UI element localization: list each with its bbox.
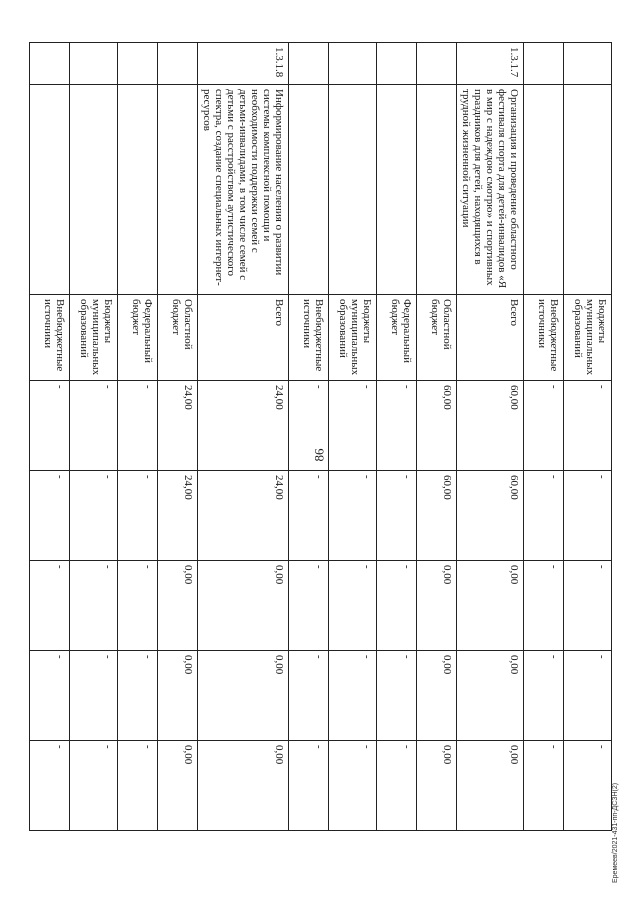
item-name-cell (329, 85, 377, 295)
value-cell: - (377, 741, 417, 831)
value-cell: 0,00 (198, 561, 289, 651)
value-cell: 0,00 (417, 741, 457, 831)
value-cell: 60,00 (417, 471, 457, 561)
value-cell: - (118, 561, 158, 651)
table-row (158, 43, 198, 831)
value-cell: 0,00 (158, 561, 198, 651)
item-number-cell (377, 43, 417, 85)
value-cell: - (377, 651, 417, 741)
item-name-cell (70, 85, 118, 295)
value-cell: - (377, 471, 417, 561)
item-number-cell: 1.3.1.8 (198, 43, 289, 85)
value-cell: - (564, 741, 612, 831)
value-cell: - (524, 381, 564, 471)
funding-source-cell: Внебюджетные источники (524, 295, 564, 381)
item-name-cell: Организация и проведение областного фестиваля спорта для детей-инвалидов «Я в мир с надеждою смотрю» и спортивных праздников для детей, находящихся в трудной жизненной ситуации (457, 85, 524, 295)
page-number: 86 (311, 448, 327, 462)
value-cell: - (30, 381, 70, 471)
item-name-cell: Информирование населения о развитии системы комплексной помощи и необходимости поддержки семей с детьми-инвалидами, в том числе семей с детьми с расстройством аутистического спектра, создание специальных интернет-ресурсов (198, 85, 289, 295)
value-cell: - (289, 381, 329, 471)
value-cell: - (70, 651, 118, 741)
item-name-cell (524, 85, 564, 295)
value-cell: - (70, 381, 118, 471)
value-cell: 0,00 (417, 561, 457, 651)
value-cell: 0,00 (158, 651, 198, 741)
item-number-cell (417, 43, 457, 85)
funding-table (29, 42, 612, 831)
value-cell: - (329, 561, 377, 651)
funding-source-cell: Областной бюджет (417, 295, 457, 381)
value-cell: - (70, 741, 118, 831)
value-cell: 0,00 (417, 651, 457, 741)
table-row (198, 43, 289, 831)
value-cell: 60,00 (457, 381, 524, 471)
value-cell: 0,00 (158, 741, 198, 831)
value-cell: - (118, 741, 158, 831)
value-cell: - (564, 471, 612, 561)
value-cell: 0,00 (198, 741, 289, 831)
item-number-cell (70, 43, 118, 85)
funding-source-cell: Бюджеты муниципальных образований (329, 295, 377, 381)
item-name-cell (417, 85, 457, 295)
value-cell: 0,00 (457, 561, 524, 651)
funding-source-cell: Всего (457, 295, 524, 381)
value-cell: - (30, 471, 70, 561)
value-cell: - (289, 471, 329, 561)
value-cell: - (377, 561, 417, 651)
value-cell: - (564, 561, 612, 651)
funding-source-cell: Всего (198, 295, 289, 381)
value-cell: - (524, 561, 564, 651)
item-name-cell (118, 85, 158, 295)
table-row (30, 43, 70, 831)
value-cell: 60,00 (457, 471, 524, 561)
value-cell: 60,00 (417, 381, 457, 471)
value-cell: - (564, 381, 612, 471)
value-cell: 24,00 (198, 471, 289, 561)
value-cell: - (289, 561, 329, 651)
funding-source-cell: Федеральный бюджет (118, 295, 158, 381)
funding-source-cell: Бюджеты муниципальных образований (70, 295, 118, 381)
value-cell: - (30, 561, 70, 651)
value-cell: - (524, 651, 564, 741)
funding-source-cell: Областной бюджет (158, 295, 198, 381)
value-cell: - (289, 651, 329, 741)
table-row (289, 43, 329, 831)
table-row (417, 43, 457, 831)
value-cell: - (329, 741, 377, 831)
item-number-cell (289, 43, 329, 85)
funding-source-cell: Федеральный бюджет (377, 295, 417, 381)
value-cell: - (289, 741, 329, 831)
value-cell: - (118, 471, 158, 561)
value-cell: 24,00 (158, 471, 198, 561)
value-cell: - (329, 381, 377, 471)
value-cell: 24,00 (198, 381, 289, 471)
item-name-cell (564, 85, 612, 295)
value-cell: - (329, 471, 377, 561)
table-row (457, 43, 524, 831)
table-row (377, 43, 417, 831)
value-cell: - (524, 471, 564, 561)
value-cell: - (30, 651, 70, 741)
value-cell: - (30, 741, 70, 831)
value-cell: - (329, 651, 377, 741)
table-row (118, 43, 158, 831)
item-number-cell (158, 43, 198, 85)
table-row (524, 43, 564, 831)
value-cell: 24,00 (158, 381, 198, 471)
value-cell: 0,00 (457, 741, 524, 831)
table-row (70, 43, 118, 831)
item-number-cell (564, 43, 612, 85)
table-row (564, 43, 612, 831)
value-cell: - (118, 381, 158, 471)
value-cell: - (377, 381, 417, 471)
value-cell: - (524, 741, 564, 831)
value-cell: - (70, 471, 118, 561)
value-cell: - (564, 651, 612, 741)
item-number-cell (329, 43, 377, 85)
item-number-cell (118, 43, 158, 85)
item-name-cell (158, 85, 198, 295)
item-number-cell (524, 43, 564, 85)
value-cell: - (70, 561, 118, 651)
value-cell: - (118, 651, 158, 741)
item-number-cell: 1.3.1.7 (457, 43, 524, 85)
item-number-cell (30, 43, 70, 85)
value-cell: 0,00 (198, 651, 289, 741)
funding-source-cell: Внебюджетные источники (30, 295, 70, 381)
item-name-cell (377, 85, 417, 295)
rotated-page (42, 42, 612, 830)
funding-source-cell: Внебюджетные источники (289, 295, 329, 381)
value-cell: 0,00 (457, 651, 524, 741)
footer-code: Еремеев/2021-431-пп-ДСЗН(2) (612, 782, 619, 883)
funding-source-cell: Бюджеты муниципальных образований (564, 295, 612, 381)
item-name-cell (30, 85, 70, 295)
item-name-cell (289, 85, 329, 295)
table-row (329, 43, 377, 831)
